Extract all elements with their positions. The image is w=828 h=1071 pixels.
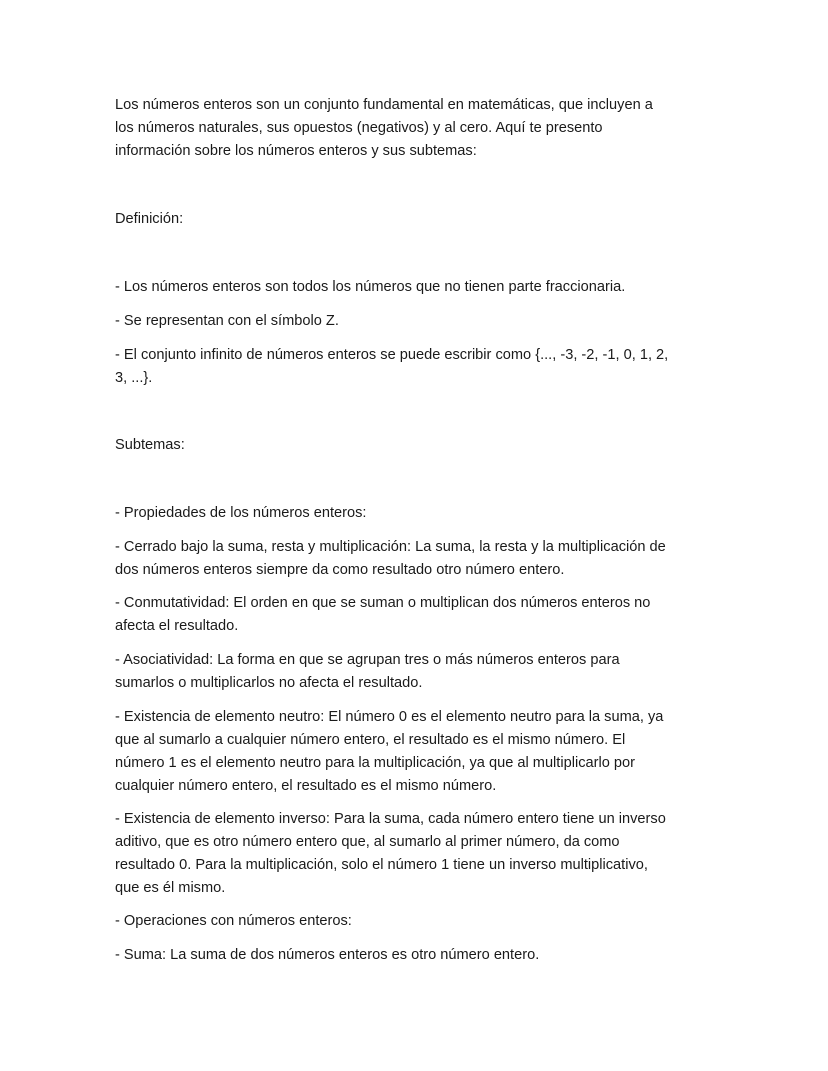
text-line: 3, ...}. [115,370,153,386]
text-line: sumarlos o multiplicarlos no afecta el resultado. [115,675,423,691]
text-line: - Operaciones con números enteros: [115,913,352,929]
text-line: - Cerrado bajo la suma, resta y multiplicación: La suma, la resta y la multiplicación de [115,539,666,555]
text-line: - Conmutatividad: El orden en que se suman o multiplican dos números enteros no [115,595,651,611]
text-line: que es él mismo. [115,880,226,896]
text-line: número 1 es el elemento neutro para la multiplicación, ya que al multiplicarlo por [115,755,635,771]
text-line: - Existencia de elemento inverso: Para la suma, cada número entero tiene un inverso [115,811,666,827]
text-line: aditivo, que es otro número entero que, al sumarlo al primer número, da como [115,834,620,850]
text-line: los números naturales, sus opuestos (negativos) y al cero. Aquí te presento [115,120,603,136]
text-line: - Existencia de elemento neutro: El número 0 es el elemento neutro para la suma, ya [115,709,664,725]
text-line: cualquier número entero, el resultado es el mismo número. [115,778,497,794]
text-line: resultado 0. Para la multiplicación, solo el número 1 tiene un inverso multiplicativo, [115,857,648,873]
text-line: - Suma: La suma de dos números enteros es otro número entero. [115,947,540,963]
text-line: - El conjunto infinito de números enteros se puede escribir como {..., -3, -2, -1, 0, 1, 2, [115,347,669,363]
text-line: - Asociatividad: La forma en que se agrupan tres o más números enteros para [115,652,620,668]
text-line: - Los números enteros son todos los números que no tienen parte fraccionaria. [115,279,626,295]
text-line: información sobre los números enteros y sus subtemas: [115,143,477,159]
text-line: dos números enteros siempre da como resultado otro número entero. [115,562,565,578]
text-line: - Propiedades de los números enteros: [115,505,367,521]
text-line: afecta el resultado. [115,618,239,634]
text-line: Subtemas: [115,437,185,453]
text-line: - Se representan con el símbolo Z. [115,313,339,329]
text-line: que al sumarlo a cualquier número entero, el resultado es el mismo número. El [115,732,626,748]
text-line: Definición: [115,211,184,227]
text-line: Los números enteros son un conjunto fundamental en matemáticas, que incluyen a [115,97,653,113]
